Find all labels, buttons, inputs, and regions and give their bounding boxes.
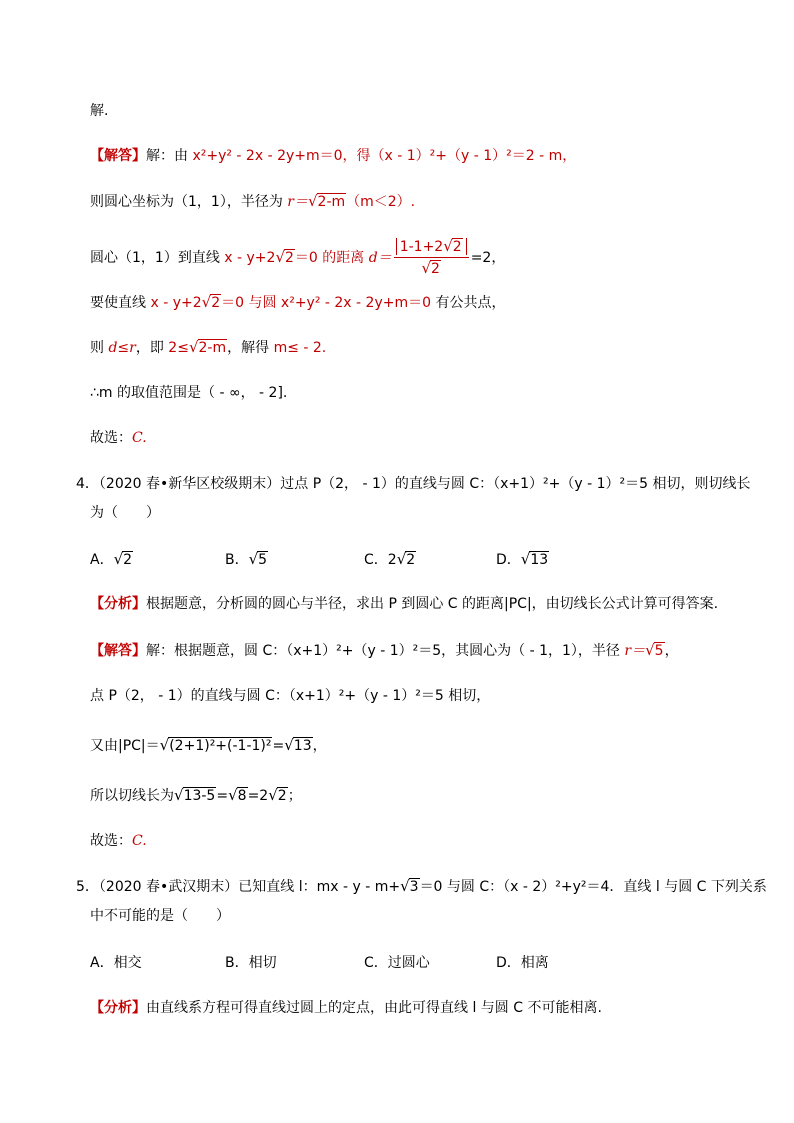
q3-answer-line-1	[90, 146, 576, 166]
range-result: ∴m 的取值范围是（ - ∞， - 2].	[90, 385, 288, 401]
q4-stem-line-1	[76, 474, 751, 494]
option-text: D．相离	[496, 955, 549, 971]
option-value: 13	[530, 552, 549, 568]
question-stem: 中不可能的是（ ）	[90, 908, 230, 924]
radical: 2	[285, 250, 294, 266]
radical: 3	[409, 879, 419, 895]
radical: 8	[237, 788, 247, 804]
equals: =	[216, 788, 229, 804]
result: =2，	[470, 250, 506, 266]
answer-tag: 【解答】	[90, 148, 146, 164]
radical: 13-5	[183, 788, 216, 804]
radical: 2	[452, 239, 462, 255]
punct: ，	[664, 643, 679, 659]
question-stem: ＝0 与圆 C：（x - 2）²+y²＝4．直线 l 与圆 C 下列关系	[419, 879, 767, 895]
text: 故选：	[90, 833, 132, 849]
analysis-text: 由直线系方程可得直线过圆上的定点，由此可得直线 l 与圆 C 不可能相离.	[146, 1000, 602, 1016]
equals: =2	[247, 788, 269, 804]
option-label: A．	[90, 552, 114, 568]
radical: (2+1)²+(-1-1)²	[169, 738, 272, 754]
text: 所以切线长为	[90, 788, 174, 804]
chosen-option: C.	[132, 430, 147, 446]
q4-option-b: B．√5	[225, 550, 268, 568]
text: ，即	[135, 340, 169, 356]
q3-answer-line-7	[90, 428, 147, 448]
equation: x²+y² - 2x - 2y+m＝0，得（x - 1）²+（y - 1）²＝2 - m，	[192, 148, 577, 164]
q3-answer-line-4: 要使直线 x - y+2√2＝0 与圆 x²+y² - 2x - 2y+m＝0 有公共点，	[90, 293, 506, 311]
punct: ；	[287, 788, 302, 804]
q4-option-c: C．2√2	[364, 550, 416, 568]
distance-symbol: d＝	[368, 250, 392, 266]
equals: =	[272, 738, 285, 754]
question-stem: 4．（2020 春•新华区校级期末）过点 P（2， - 1）的直线与圆 C：（x+1）²+（y - 1）²＝5 相切，则切线长	[76, 476, 751, 492]
radical: 5	[654, 643, 664, 659]
text: 故选：	[90, 430, 132, 446]
result: m≤ - 2.	[273, 340, 327, 356]
text-jie: 解.	[90, 103, 109, 119]
q4-option-a: A．√2	[90, 550, 133, 568]
text: 解：根据题意，圆 C：（x+1）²+（y - 1）²＝5，其圆心为（ - 1，1），半径	[146, 643, 625, 659]
line-eq: x - y+2	[224, 250, 276, 266]
q5-option-d	[496, 953, 549, 973]
option-value: 5	[258, 552, 268, 568]
text: 则	[90, 340, 109, 356]
q5-option-c	[364, 953, 430, 973]
answer-tag: 【解答】	[90, 643, 146, 659]
radius-symbol: r＝	[624, 643, 646, 659]
q3-answer-line-5: 则 d≤r，即 2≤√2-m，解得 m≤ - 2.	[90, 338, 327, 356]
radical: 2-m	[317, 194, 346, 210]
radical: 2-m	[198, 340, 227, 356]
solution-fragment	[90, 101, 108, 121]
radius-symbol: r＝	[287, 194, 308, 210]
option-text: C．过圆心	[364, 955, 430, 971]
text: 又由|PC|＝	[90, 738, 160, 754]
analysis-tag: 【分析】	[90, 1000, 146, 1016]
q4-answer-line-2	[90, 686, 490, 706]
option-text: A．相交	[90, 955, 142, 971]
text: 点 P（2， - 1）的直线与圆 C：（x+1）²+（y - 1）²＝5 相切，	[90, 688, 491, 704]
q4-stem-line-2	[90, 503, 160, 523]
q5-stem-line-1: 5．（2020 春•武汉期末）已知直线 l：mx - y - m+√3＝0 与圆 C：（x - 2）²+y²＝4．直线 l 与圆 C 下列关系	[76, 877, 767, 895]
radical: 2	[211, 295, 221, 311]
q4-answer-line-4: 所以切线长为√13-5=√8=2√2；	[90, 786, 302, 804]
q3-answer-line-6	[90, 383, 287, 403]
q5-stem-line-2	[90, 906, 230, 926]
numerator: 1-1+2	[399, 239, 444, 255]
line-eq-end: ＝0 与圆	[221, 295, 281, 311]
option-value: 2	[406, 552, 416, 568]
option-coef: 2	[387, 552, 397, 568]
q4-answer-line-5	[90, 831, 147, 851]
radical: 13	[293, 738, 312, 754]
q3-answer-line-2: 则圆心坐标为（1，1），半径为 r＝√2-m（m＜2）.	[90, 192, 416, 210]
q5-option-a	[90, 953, 142, 973]
circle-eq: x²+y² - 2x - 2y+m＝0	[280, 295, 432, 311]
radical: 2	[277, 788, 287, 804]
text: ，解得	[227, 340, 274, 356]
q3-answer-line-3: 圆心（1，1）到直线 x - y+2√2＝0 的距离 d＝ $\frac{1-1+2√2}{√2}$ =2，	[90, 237, 506, 277]
text: 有公共点，	[431, 295, 506, 311]
line-eq-end: ＝0 的距离	[294, 250, 369, 266]
analysis-tag: 【分析】	[90, 596, 146, 612]
text: 要使直线	[90, 295, 151, 311]
distance-fraction: $\frac{1-1+2√2}{√2}$	[394, 238, 469, 278]
text: 圆心（1，1）到直线	[90, 250, 225, 266]
q4-answer-line-3: 又由|PC|＝√(2+1)²+(-1-1)²=√13，	[90, 736, 327, 754]
q4-analysis	[90, 594, 718, 614]
q5-analysis	[90, 998, 602, 1018]
q4-option-d: D．√13	[496, 550, 549, 568]
option-label: D．	[496, 552, 521, 568]
text: 则圆心坐标为（1，1），半径为	[90, 194, 288, 210]
chosen-option: C.	[132, 833, 147, 849]
text: 解：由	[146, 148, 193, 164]
question-stem: 为（ ）	[90, 505, 160, 521]
question-stem: 5．（2020 春•武汉期末）已知直线 l：mx - y - m+	[76, 879, 401, 895]
q4-answer-line-1: 【解答】解：根据题意，圆 C：（x+1）²+（y - 1）²＝5，其圆心为（ - 1，1），半径 r＝√5，	[90, 641, 679, 659]
condition: （m＜2）.	[346, 194, 416, 210]
denominator: 2	[431, 261, 440, 277]
option-label: B．	[225, 552, 249, 568]
punct: ，	[312, 738, 327, 754]
inequality: d≤r	[108, 340, 136, 356]
analysis-text: 根据题意，分析圆的圆心与半径，求出 P 到圆心 C 的距离|PC|，由切线长公式计算可得答案.	[146, 596, 719, 612]
q5-option-b	[225, 953, 277, 973]
option-label: C．	[364, 552, 388, 568]
option-value: 2	[123, 552, 133, 568]
inequality: 2≤	[168, 340, 189, 356]
line-eq: x - y+2	[150, 295, 202, 311]
option-text: B．相切	[225, 955, 277, 971]
